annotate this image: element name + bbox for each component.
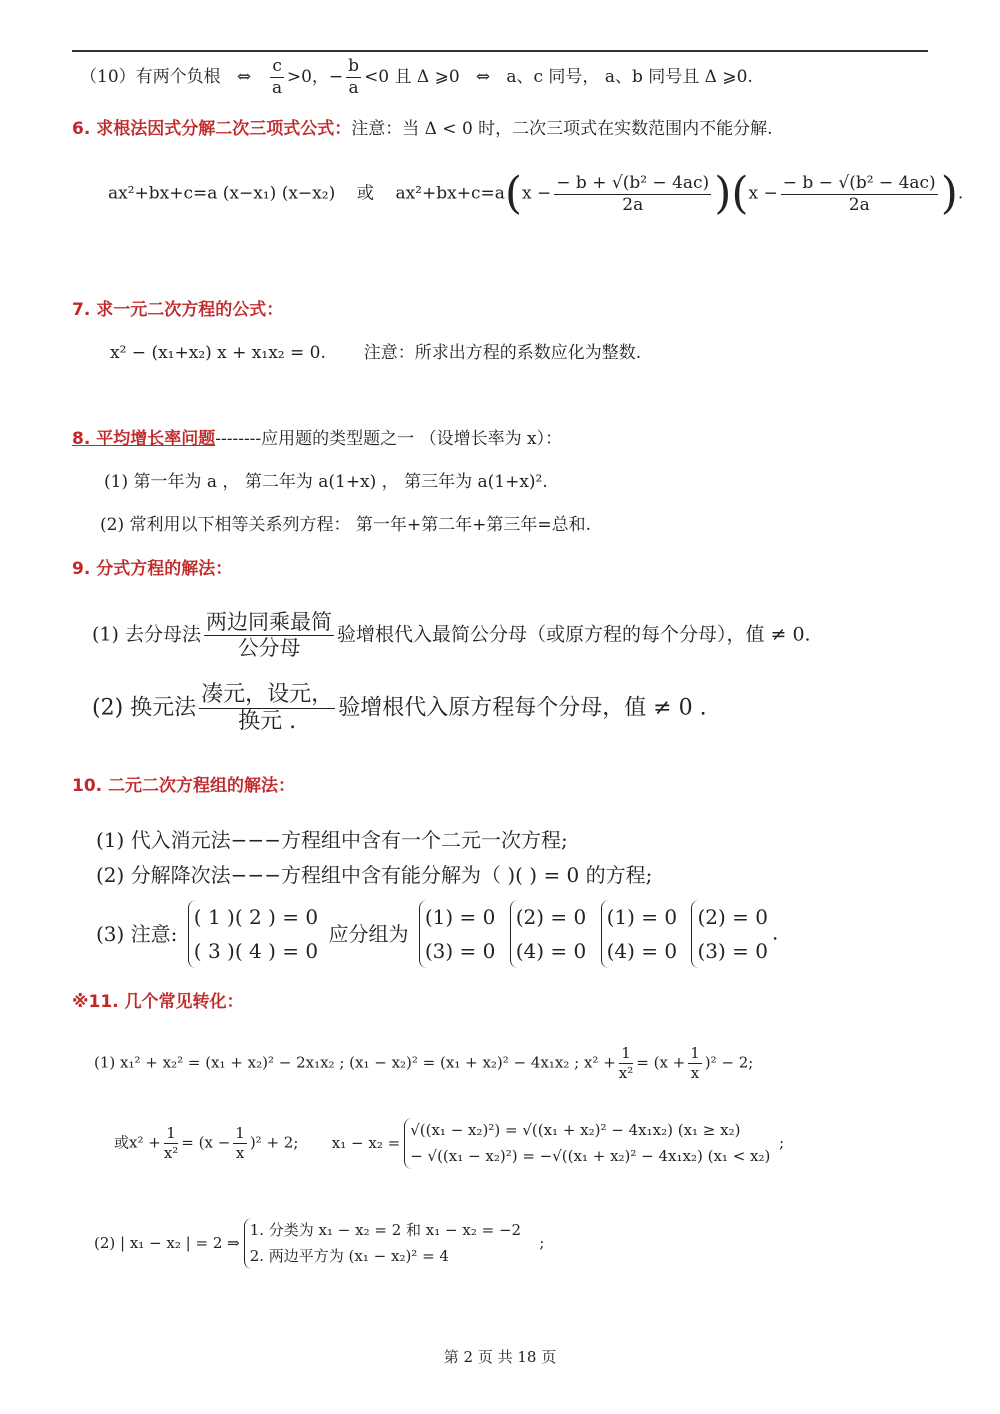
item-10	[80, 58, 753, 97]
formula: x₁ − x₂ =	[331, 1134, 401, 1152]
case: − √((x₁ − x₂)²) = −√((x₁ + x₂)² − 4x₁x₂) (x₁ < x₂)	[410, 1146, 771, 1165]
fraction-c-a	[270, 58, 284, 97]
fraction	[199, 684, 335, 733]
eq: (1) = 0	[424, 905, 496, 929]
formula: )² − 2;	[704, 1053, 754, 1072]
system	[188, 900, 318, 968]
top-rule	[72, 50, 928, 52]
formula: (1) x₁² + x₂² = (x₁ + x₂)² − 2x₁x₂ ; (x₁ − x₂)² = (x₁ + x₂)² − 4x₁x₂ ; x² +	[94, 1053, 616, 1072]
section-9-title	[72, 561, 232, 578]
formula: = (x +	[636, 1053, 686, 1072]
eq: ( 1 )( 2 ) = 0	[193, 905, 319, 929]
text: a、c 同号， a、b 同号且 Δ ⩾0.	[506, 67, 753, 87]
den: x²	[163, 1144, 179, 1162]
formula: 或x² +	[114, 1133, 161, 1152]
cases	[404, 1118, 770, 1169]
page-footer: 第 2 页 共 18 页	[443, 1348, 557, 1366]
eq: (3) = 0	[424, 939, 496, 963]
formula: )² + 2;	[249, 1133, 299, 1152]
section-11-line-2	[114, 1118, 784, 1169]
text: <0 且 Δ ⩾0	[364, 67, 460, 87]
root-fraction-2	[781, 172, 938, 215]
num: c	[272, 56, 282, 76]
eq: (4) = 0	[606, 939, 678, 963]
text: (3) 注意:	[96, 922, 178, 946]
den: x	[235, 1144, 245, 1162]
num: 1	[235, 1124, 245, 1142]
text: >0，−	[286, 67, 344, 87]
eq: (3) = 0	[697, 939, 769, 963]
section-heading: 10. 二元二次方程组的解法：	[72, 776, 296, 796]
section-6-title	[72, 121, 773, 138]
period: .	[957, 183, 964, 204]
section-6-formula: ax²+bx+c=a (x−x₁) (x−x₂) 或 ax²+bx+c=a(x − $\frac{\text{− b + √(b² − 4ac)}}{2a}$ )(x − $\frac{\text{− b − √(b² − 4ac)}}{2a}$ ).	[108, 168, 964, 219]
group-1	[419, 900, 496, 968]
section-heading: 7. 求一元二次方程的公式：	[72, 300, 284, 320]
formula: = (x −	[181, 1133, 231, 1152]
section-11-line-3	[94, 1218, 544, 1269]
note: --------应用题的类型题之一 （设增长率为 x）：	[215, 429, 563, 449]
den: x	[690, 1064, 700, 1082]
eq: (2) = 0	[515, 905, 587, 929]
item-label: （10）有两个负根	[80, 67, 221, 87]
section-7-title	[72, 302, 283, 319]
fraction	[164, 1126, 178, 1161]
formula: x² − (x₁+x₂) x + x₁x₂ = 0.	[110, 343, 326, 363]
section-7-formula	[110, 345, 641, 362]
den: 公分母	[237, 636, 301, 660]
text: (1) 去分母法	[92, 623, 201, 646]
den: a	[272, 78, 283, 98]
note: 注意：所求出方程的系数应化为整数.	[363, 343, 642, 363]
num: 1	[166, 1124, 176, 1142]
iff-symbol: ⇔	[236, 67, 252, 87]
fraction	[204, 612, 334, 659]
num: 凑元，设元，	[201, 682, 334, 707]
text: 验增根代入原方程每个分母，值 ≠ 0 .	[338, 695, 707, 721]
group-3	[601, 900, 678, 968]
text: (2) 换元法	[92, 695, 197, 721]
den: 2a	[622, 194, 644, 215]
formula: ax²+bx+c=a (x−x₁) (x−x₂)	[108, 183, 336, 204]
den: x²	[618, 1064, 634, 1082]
section-9-line-1	[92, 612, 811, 659]
section-heading: 8. 平均增长率问题	[72, 429, 216, 449]
case: 2. 两边平方为 (x₁ − x₂)² = 4	[249, 1246, 449, 1265]
num: 1	[690, 1044, 700, 1062]
fraction-b-a	[346, 58, 361, 97]
section-10-title	[72, 778, 295, 795]
line: (2) 分解降次法−−−方程组中含有能分解为（ )( ) = 0 的方程;	[96, 863, 653, 887]
fraction	[688, 1046, 702, 1081]
semicolon: ;	[539, 1233, 545, 1252]
num: − b − √(b² − 4ac)	[782, 172, 936, 193]
section-9-line-2	[92, 684, 707, 733]
group-4	[691, 900, 768, 968]
note: 注意：当 Δ < 0 时，二次三项式在实数范围内不能分解.	[351, 119, 773, 139]
num: − b + √(b² − 4ac)	[556, 172, 710, 193]
num: 两边同乘最简	[205, 610, 332, 634]
cases	[244, 1218, 521, 1269]
case: 1. 分类为 x₁ − x₂ = 2 和 x₁ − x₂ = −2	[249, 1221, 522, 1239]
semicolon: ;	[779, 1133, 785, 1152]
den: 换元 .	[238, 709, 297, 734]
num: 1	[621, 1044, 631, 1062]
section-8-title	[72, 431, 562, 448]
group-2	[510, 900, 587, 968]
eq: (2) = 0	[697, 905, 769, 929]
formula: (2) | x₁ − x₂ | = 2 ⇒	[94, 1234, 240, 1252]
text: 应分组为	[328, 922, 409, 946]
formula: ax²+bx+c=a	[395, 183, 505, 204]
num: b	[348, 56, 360, 76]
iff-symbol: ⇔	[475, 67, 491, 87]
fraction	[233, 1126, 247, 1161]
eq: (1) = 0	[606, 905, 678, 929]
line: (1) 代入消元法−−−方程组中含有一个二元一次方程;	[96, 828, 568, 852]
eq: ( 3 )( 4 ) = 0	[193, 939, 319, 963]
section-heading: ※11. 几个常见转化：	[72, 992, 244, 1012]
period: .	[772, 920, 779, 945]
line: (1) 第一年为 a ， 第二年为 a(1+x) ， 第三年为 a(1+x)².	[104, 472, 548, 492]
case: √((x₁ − x₂)²) = √((x₁ + x₂)² − 4x₁x₂) (x₁ ≥ x₂)	[410, 1121, 741, 1139]
formula: x −	[522, 183, 552, 204]
section-11-line-1	[94, 1046, 753, 1081]
section-10-line-3	[96, 900, 778, 968]
root-fraction-1	[554, 172, 711, 215]
den: a	[348, 78, 359, 98]
fraction	[619, 1046, 633, 1081]
den: 2a	[848, 194, 870, 215]
formula: x −	[748, 183, 778, 204]
section-heading: 6. 求根法因式分解二次三项式公式：	[72, 119, 352, 139]
eq: (4) = 0	[515, 939, 587, 963]
or-text: 或	[356, 183, 374, 204]
section-heading: 9. 分式方程的解法：	[72, 559, 233, 579]
text: 验增根代入最简公分母（或原方程的每个分母），值 ≠ 0.	[336, 623, 811, 646]
line: (2) 常利用以下相等关系列方程： 第一年+第二年+第三年=总和.	[100, 515, 592, 535]
section-11-title	[72, 994, 244, 1011]
